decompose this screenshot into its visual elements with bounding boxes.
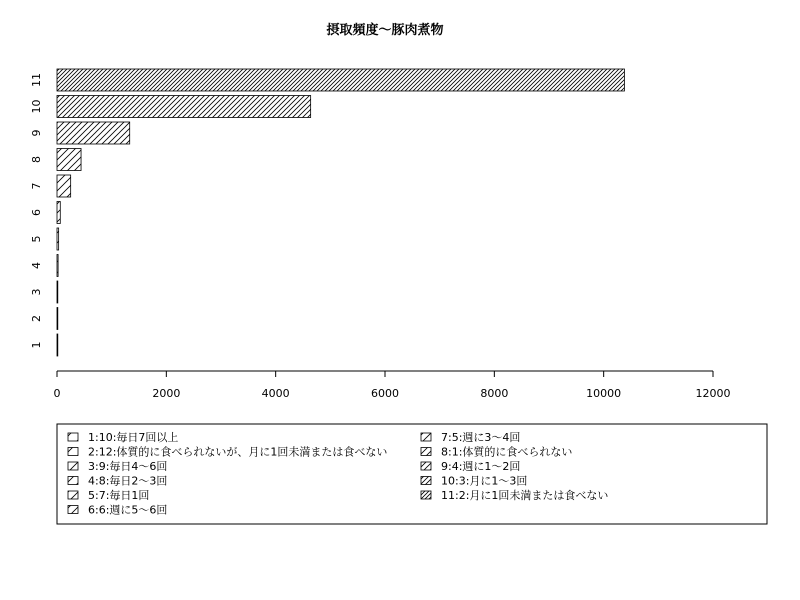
y-tick-label: 3 — [30, 288, 43, 296]
legend-entry: 1:10:毎日7回以上 — [88, 431, 179, 444]
legend-entry: 10:3:月に1〜3回 — [441, 474, 528, 488]
bar-2 — [57, 308, 58, 330]
x-axis — [54, 371, 731, 400]
legend-entry: 4:8:毎日2〜3回 — [88, 474, 168, 488]
y-tick-label: 2 — [30, 315, 43, 322]
legend-entry: 5:7:毎日1回 — [88, 489, 150, 502]
bars-layer — [57, 69, 624, 356]
legend-swatch — [68, 491, 78, 499]
legend — [57, 424, 767, 524]
legend-swatch — [421, 462, 431, 470]
legend-swatch — [421, 491, 431, 499]
chart-title: 摂取頻度〜豚肉煮物 — [326, 23, 444, 38]
x-tick-label: 12000 — [695, 387, 731, 400]
legend-swatch — [68, 462, 78, 470]
bar-5 — [57, 228, 59, 250]
bar-8 — [57, 149, 81, 171]
y-tick-label: 10 — [30, 99, 43, 114]
y-tick-label: 6 — [30, 209, 43, 216]
bar-1 — [57, 334, 58, 356]
y-tick-label: 1 — [30, 341, 43, 349]
x-tick-label: 0 — [53, 387, 61, 400]
bar-11 — [57, 69, 624, 91]
x-tick-label: 8000 — [480, 387, 509, 400]
legend-swatch — [68, 477, 78, 485]
legend-swatch — [421, 477, 431, 485]
bar-9 — [57, 122, 130, 144]
legend-entry: 8:1:体質的に食べられない — [441, 445, 573, 459]
legend-swatch — [68, 448, 78, 456]
legend-swatch — [421, 433, 431, 441]
y-axis — [30, 73, 43, 349]
y-tick-label: 8 — [30, 156, 43, 163]
y-tick-label: 4 — [30, 262, 43, 269]
legend-entry: 7:5:週に3〜4回 — [441, 431, 521, 444]
bar-10 — [57, 96, 311, 118]
y-tick-label: 7 — [30, 182, 43, 190]
bar-4 — [57, 255, 58, 277]
bar-6 — [57, 202, 60, 224]
legend-entry: 11:2:月に1回未満または食べない — [441, 489, 609, 502]
x-tick-label: 2000 — [152, 387, 181, 400]
x-tick-label: 6000 — [371, 387, 399, 400]
legend-swatch — [421, 448, 431, 456]
y-tick-label: 9 — [30, 129, 43, 137]
legend-swatch — [68, 506, 78, 514]
y-tick-label: 5 — [30, 235, 43, 243]
legend-entry: 9:4:週に1〜2回 — [441, 460, 521, 473]
bar-7 — [57, 175, 71, 197]
y-tick-label: 11 — [30, 73, 43, 87]
x-tick-label: 4000 — [261, 387, 290, 400]
bar-3 — [57, 281, 58, 303]
legend-entry: 2:12:体質的に食べられないが、月に1回未満または食べない — [88, 445, 388, 459]
legend-entry: 3:9:毎日4〜6回 — [88, 460, 168, 473]
legend-entry: 6:6:週に5〜6回 — [88, 503, 168, 517]
legend-swatch — [68, 433, 78, 441]
x-tick-label: 10000 — [586, 387, 622, 400]
